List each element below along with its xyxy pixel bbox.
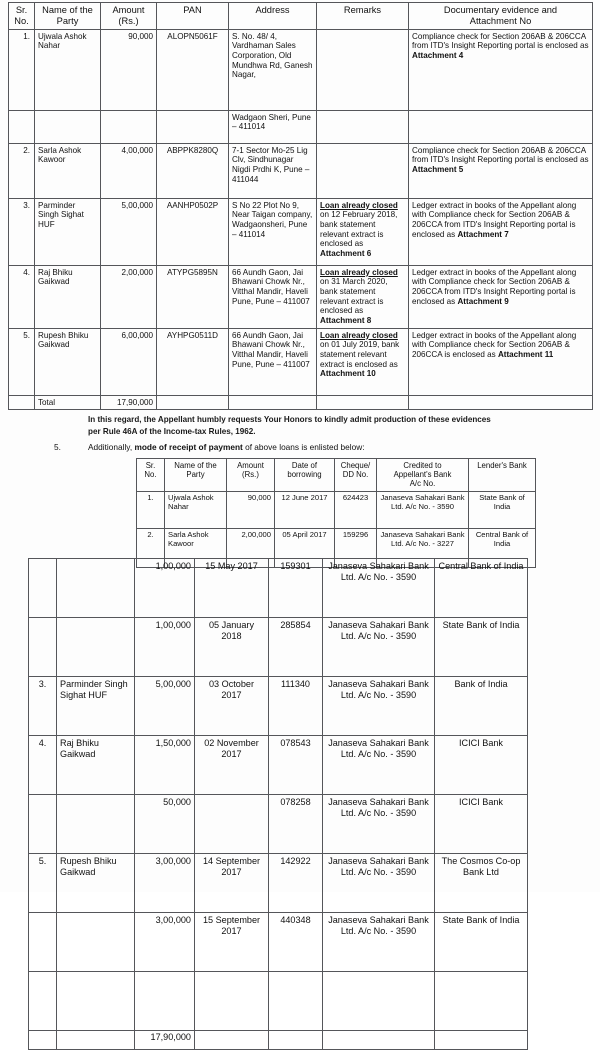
cell-cheque-no: 285854	[269, 618, 323, 677]
cell-cheque-no: 142922	[269, 854, 323, 913]
cell-sr-no	[29, 913, 57, 972]
cell-credited-to: Janaseva Sahakari Bank Ltd. A/c No. - 3590	[323, 618, 435, 677]
cell-total-address	[229, 395, 317, 410]
cell-sr-no: 2.	[137, 528, 165, 567]
doc-text: Ledger extract in books of the Appellant along with Compliance check for Section 206AB & 206CCA from ITD's Insight Reporting portal is enclosed as	[412, 267, 577, 306]
cell-date-of-borrowing: 02 November 2017	[195, 736, 269, 795]
cell-remarks	[317, 29, 409, 110]
cell-documentary-evidence	[409, 143, 593, 198]
receipt-table-top	[136, 458, 536, 568]
header-sr-line2: No.	[144, 470, 157, 480]
cell-total-lender	[435, 1031, 528, 1050]
header-amount	[227, 459, 275, 492]
receipt-table-header-row	[137, 459, 536, 492]
cell-address: 7-1 Sector Mo-25 Lig Clv, Sindhunagar Nigdi Prdhi K, Pune – 411044	[229, 143, 317, 198]
cell-documentary-evidence	[409, 29, 593, 110]
cell-amount: 4,00,000	[101, 143, 157, 198]
cell-total-sr	[9, 395, 35, 410]
cell-party-name	[57, 795, 135, 854]
cell-credited-to: Janaseva Sahakari Bank Ltd. A/c No. - 3590	[377, 491, 469, 528]
attachment-ref: Attachment 11	[497, 350, 554, 360]
cell-party-name: Ujwala Ashok Nahar	[165, 491, 227, 528]
item-number: 5.	[54, 442, 61, 452]
cell-party-name-cont	[35, 110, 101, 143]
evidence-table-header-row	[9, 3, 593, 30]
header-credited-line1: Credited to	[403, 461, 442, 470]
cell-remarks-cont	[317, 110, 409, 143]
header-date-line2: borrowing	[287, 470, 322, 480]
receipt-table-top-container	[136, 458, 536, 568]
cell-total-credited	[323, 1031, 435, 1050]
cell-cheque-no: 624423	[335, 491, 377, 528]
cell-party-name: Rupesh Bhiku Gaikwad	[35, 328, 101, 395]
doc-text: Ledger extract in books of the Appellant along with Compliance check for Section 206AB & 206CCA is enclosed as	[412, 330, 577, 360]
cell-sr-no: 5.	[29, 854, 57, 913]
cell-date-of-borrowing: 12 June 2017	[275, 491, 335, 528]
cell-amount: 90,000	[101, 29, 157, 110]
cell-lenders-bank: State Bank of India	[435, 618, 528, 677]
rule-46a-paragraph	[88, 414, 564, 437]
cell-amount: 2,00,000	[227, 528, 275, 567]
remarks-text: on 31 March 2020, bank statement relevant extract is enclosed as	[320, 277, 388, 316]
cell-amount: 1,00,000	[135, 559, 195, 618]
cell-address: S. No. 48/ 4, Vardhaman Sales Corporation, Old Mundhwa Rd, Ganesh Nagar,	[229, 29, 317, 110]
attachment-ref: Attachment 7	[457, 229, 509, 239]
header-cheque-dd-no	[335, 459, 377, 492]
header-amount-line1: Amount	[112, 5, 145, 15]
header-name-of-party	[165, 459, 227, 492]
header-name-of-party	[35, 3, 101, 30]
cell-lenders-bank: ICICI Bank	[435, 795, 528, 854]
cell-date-of-borrowing: 03 October 2017	[195, 677, 269, 736]
header-documentary-evidence	[409, 3, 593, 30]
evidence-table	[8, 2, 593, 410]
cell-pan: ABPPK8280Q	[157, 143, 229, 198]
cell-total-sr	[29, 1031, 57, 1050]
cell-date-of-borrowing: 15 May 2017	[195, 559, 269, 618]
cell-credited-to: Janaseva Sahakari Bank Ltd. A/c No. - 3590	[323, 795, 435, 854]
table-row	[29, 913, 528, 972]
doc-text: Ledger extract in books of the Appellant along with Compliance check for Section 206AB & 206CCA from ITD's Insight Reporting portal is enclosed as	[412, 200, 577, 239]
cell-sr-no: 3.	[9, 198, 35, 265]
cell-sr-no	[29, 618, 57, 677]
cell-date-of-borrowing: 05 January 2018	[195, 618, 269, 677]
cell-credited-to: Janaseva Sahakari Bank Ltd. A/c No. - 3227	[377, 528, 469, 567]
cell-sr-no: 2.	[9, 143, 35, 198]
remarks-text: on 12 February 2018, bank statement relevant extract is enclosed as	[320, 210, 398, 249]
cell-cheque-no: 440348	[269, 913, 323, 972]
attachment-ref: Attachment 9	[457, 296, 509, 306]
cell-credited-to: Janaseva Sahakari Bank Ltd. A/c No. - 3590	[323, 736, 435, 795]
cell-cheque-no: 159296	[335, 528, 377, 567]
header-credited-line2: Appellant's Bank	[393, 470, 452, 480]
evidence-table-container	[8, 2, 593, 410]
cell-sr-no: 4.	[29, 736, 57, 795]
cell-credited-to: Janaseva Sahakari Bank Ltd. A/c No. - 3590	[323, 854, 435, 913]
cell-amount: 90,000	[227, 491, 275, 528]
paragraph-line-2: per Rule 46A of the Income-tax Rules, 1962.	[88, 426, 256, 436]
cell-party-name	[57, 559, 135, 618]
cell-total-remarks	[317, 395, 409, 410]
cell-documentary-evidence	[409, 198, 593, 265]
cell-amount: 5,00,000	[135, 677, 195, 736]
cell-amount: 50,000	[135, 795, 195, 854]
cell-total-pan	[157, 395, 229, 410]
remarks-text: on 01 July 2019, bank statement relevant extract is enclosed as	[320, 340, 400, 369]
header-amount	[101, 3, 157, 30]
cell-credited-to: Janaseva Sahakari Bank Ltd. A/c No. - 3590	[323, 913, 435, 972]
cell-lenders-bank: Central Bank of India	[469, 528, 536, 567]
list-item-5	[54, 442, 574, 454]
header-credited-to	[377, 459, 469, 492]
header-date-of-borrowing	[275, 459, 335, 492]
table-row	[29, 972, 528, 1031]
cell-party-name: Sarla Ashok Kawoor	[165, 528, 227, 567]
header-amount-line1: Amount	[237, 461, 264, 470]
table-row	[29, 854, 528, 913]
header-sr-no	[137, 459, 165, 492]
table-row	[29, 618, 528, 677]
table-row	[9, 328, 593, 395]
cell-credited-to	[323, 972, 435, 1031]
cell-credited-to: Janaseva Sahakari Bank Ltd. A/c No. - 3590	[323, 559, 435, 618]
header-name-line1: Name of the	[42, 5, 93, 15]
cell-documentary-evidence	[409, 265, 593, 328]
cell-date-of-borrowing	[195, 972, 269, 1031]
attachment-ref: Attachment 5	[412, 165, 464, 175]
total-amount: 17,90,000	[135, 1031, 195, 1050]
header-date-line1: Date of	[291, 461, 318, 470]
cell-party-name: Parminder Singh Sighat HUF	[57, 677, 135, 736]
cell-lenders-bank: ICICI Bank	[435, 736, 528, 795]
cell-pan: AANHP0502P	[157, 198, 229, 265]
cell-pan: ALOPN5061F	[157, 29, 229, 110]
cell-party-name: Sarla Ashok Kawoor	[35, 143, 101, 198]
header-amount-line2: (Rs.)	[242, 470, 259, 480]
cell-credited-to: Janaseva Sahakari Bank Ltd. A/c No. - 3590	[323, 677, 435, 736]
cell-remarks	[317, 265, 409, 328]
cell-party-name	[57, 913, 135, 972]
cell-documentary-evidence-cont	[409, 110, 593, 143]
cell-party-name	[57, 618, 135, 677]
cell-party-name: Parminder Singh Sighat HUF	[35, 198, 101, 265]
cell-documentary-evidence	[409, 328, 593, 395]
header-doc-line2: Attachment No	[469, 15, 532, 26]
cell-amount-cont	[101, 110, 157, 143]
table-row	[29, 795, 528, 854]
cell-sr-no	[29, 972, 57, 1031]
receipt-table-total-row	[29, 1031, 528, 1050]
cell-total-cheque	[269, 1031, 323, 1050]
cell-sr-no	[29, 559, 57, 618]
loan-status-label: Loan already closed	[320, 267, 398, 277]
loan-status-label: Loan already closed	[320, 200, 398, 210]
cell-date-of-borrowing: 05 April 2017	[275, 528, 335, 567]
cell-party-name: Ujwala Ashok Nahar	[35, 29, 101, 110]
table-row	[9, 265, 593, 328]
receipt-table-continuation-container	[28, 558, 528, 1050]
cell-total-name	[57, 1031, 135, 1050]
cell-pan: AYHPG0511D	[157, 328, 229, 395]
header-doc-line1: Documentary evidence and	[443, 5, 558, 15]
attachment-ref: Attachment 6	[320, 248, 372, 258]
cell-lenders-bank	[435, 972, 528, 1031]
item-text-pre: Additionally,	[88, 442, 135, 452]
cell-sr-no: 1.	[137, 491, 165, 528]
cell-party-name	[57, 972, 135, 1031]
cell-party-name: Rupesh Bhiku Gaikwad	[57, 854, 135, 913]
cell-lenders-bank: The Cosmos Co-op Bank Ltd	[435, 854, 528, 913]
receipt-table-continuation	[28, 558, 528, 1050]
header-cheque-line2: DD No.	[342, 470, 369, 480]
cell-sr-no: 3.	[29, 677, 57, 736]
total-amount: 17,90,000	[101, 395, 157, 410]
cell-remarks	[317, 198, 409, 265]
table-row	[9, 198, 593, 265]
cell-date-of-borrowing: 14 September 2017	[195, 854, 269, 913]
table-row	[137, 491, 536, 528]
attachment-ref: Attachment 8	[320, 315, 372, 325]
item-text-emphasis: mode of receipt of payment	[134, 442, 243, 452]
cell-lenders-bank: Central Bank of India	[435, 559, 528, 618]
cell-cheque-no: 078543	[269, 736, 323, 795]
cell-party-name: Raj Bhiku Gaikwad	[35, 265, 101, 328]
cell-amount: 5,00,000	[101, 198, 157, 265]
header-sr-no	[9, 3, 35, 30]
header-pan: PAN	[157, 3, 229, 30]
cell-total-date	[195, 1031, 269, 1050]
cell-amount: 1,50,000	[135, 736, 195, 795]
doc-text: Compliance check for Section 206AB & 206CCA from ITD's Insight Reporting portal is enclosed as	[412, 145, 589, 165]
cell-address: 66 Aundh Gaon, Jai Bhawani Chowk Nr., Vitthal Mandir, Haveli Pune, Pune – 411007	[229, 265, 317, 328]
header-lenders-bank: Lender's Bank	[469, 459, 536, 492]
header-amount-line2: (Rs.)	[118, 15, 139, 26]
cell-amount: 1,00,000	[135, 618, 195, 677]
cell-cheque-no: 111340	[269, 677, 323, 736]
header-name-line1: Name of the	[174, 461, 217, 470]
header-credited-line3: A/c No.	[409, 479, 436, 489]
cell-address: S No 22 Plot No 9, Near Taigan company, Wadgaonsheri, Pune – 411014	[229, 198, 317, 265]
table-row	[9, 29, 593, 110]
header-name-line2: Party	[186, 470, 205, 480]
cell-sr-no: 5.	[9, 328, 35, 395]
cell-sr-no: 4.	[9, 265, 35, 328]
cell-total-doc	[409, 395, 593, 410]
table-row	[29, 559, 528, 618]
table-row	[29, 677, 528, 736]
header-cheque-line1: Cheque/	[340, 461, 371, 470]
header-remarks: Remarks	[317, 3, 409, 30]
cell-cheque-no: 078258	[269, 795, 323, 854]
item-text-post: of above loans is enlisted below:	[242, 442, 365, 452]
cell-pan: ATYPG5895N	[157, 265, 229, 328]
attachment-ref: Attachment 10	[320, 369, 376, 379]
table-row	[29, 736, 528, 795]
cell-remarks	[317, 143, 409, 198]
cell-cheque-no	[269, 972, 323, 1031]
cell-address: 66 Aundh Gaon, Jai Bhawani Chowk Nr., Vitthal Mandir, Haveli Pune, Pune – 411007	[229, 328, 317, 395]
cell-amount: 3,00,000	[135, 913, 195, 972]
cell-lenders-bank: State Bank of India	[435, 913, 528, 972]
total-label: Total	[35, 395, 101, 410]
loan-status-label: Loan already closed	[320, 330, 398, 340]
cell-party-name: Raj Bhiku Gaikwad	[57, 736, 135, 795]
doc-text: Compliance check for Section 206AB & 206CCA from ITD's Insight Reporting portal is enclosed as	[412, 31, 589, 51]
cell-lenders-bank: Bank of India	[435, 677, 528, 736]
evidence-table-total-row	[9, 395, 593, 410]
cell-address-cont: Wadgaon Sheri, Pune – 411014	[229, 110, 317, 143]
cell-sr-no: 1.	[9, 29, 35, 110]
item-text	[88, 442, 574, 454]
cell-amount: 3,00,000	[135, 854, 195, 913]
cell-date-of-borrowing: 15 September 2017	[195, 913, 269, 972]
cell-sr-no-cont	[9, 110, 35, 143]
paragraph-line-1: In this regard, the Appellant humbly requests Your Honors to kindly admit production of these evidences	[88, 415, 491, 424]
cell-amount: 6,00,000	[101, 328, 157, 395]
cell-date-of-borrowing	[195, 795, 269, 854]
table-row-continuation	[9, 110, 593, 143]
cell-remarks	[317, 328, 409, 395]
cell-cheque-no: 159301	[269, 559, 323, 618]
table-row	[9, 143, 593, 198]
cell-sr-no	[29, 795, 57, 854]
cell-amount	[135, 972, 195, 1031]
attachment-ref: Attachment 4	[412, 51, 464, 61]
header-sr-line1: Sr.	[145, 461, 156, 470]
cell-lenders-bank: State Bank of India	[469, 491, 536, 528]
cell-pan-cont	[157, 110, 229, 143]
header-name-line2: Party	[56, 15, 79, 26]
header-sr-line1: Sr.	[15, 5, 28, 15]
cell-amount: 2,00,000	[101, 265, 157, 328]
header-address: Address	[229, 3, 317, 30]
header-sr-line2: No.	[14, 15, 29, 26]
